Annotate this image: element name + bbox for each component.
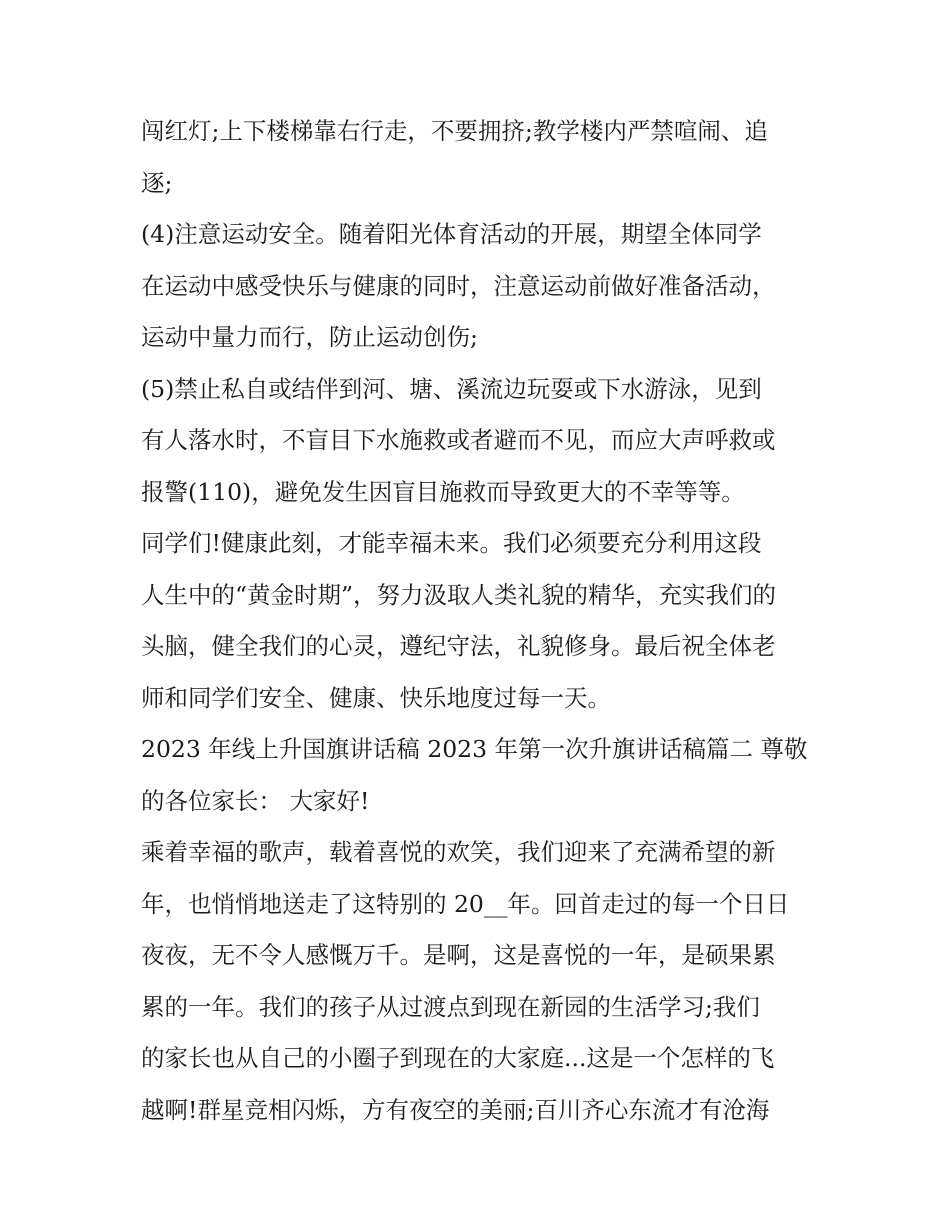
text-line: 有人落水时，不盲目下水施救或者避而不见，而应大声呼救或: [141, 426, 776, 454]
paragraph-new-year-speech: [141, 827, 811, 1136]
text-line: 运动中量力而行，防止运动创伤;: [141, 323, 478, 351]
text-line: 报警(110)，避免发生因盲目施救而导致更大的不幸等等。: [141, 477, 745, 506]
text-line: 逐;: [141, 168, 173, 197]
paragraph-sports-safety: [141, 209, 811, 364]
text-line: 师和同学们安全、健康、快乐地度过每一天。: [141, 683, 611, 712]
text-line: 头脑，健全我们的心灵，遵纪守法，礼貌修身。最后祝全体老: [141, 632, 776, 660]
text-line: 在运动中感受快乐与健康的同时，注意运动前做好准备活动，: [141, 271, 776, 300]
paragraph-water-safety: [141, 364, 811, 519]
text-line: 的各位家长： 大家好!: [141, 786, 370, 815]
text-line: 乘着幸福的歌声，载着喜悦的欢笑，我们迎来了充满希望的新: [141, 838, 776, 866]
paragraph-closing-wishes: [141, 518, 811, 724]
text-line: 越啊!群星竞相闪烁，方有夜空的美丽;百川齐心东流才有沧海: [141, 1095, 770, 1124]
paragraph-speech-two-heading: [141, 724, 811, 827]
text-line: 同学们!健康此刻，才能幸福未来。我们必须要充分利用这段: [141, 529, 762, 557]
text-line: 的家长也从自己的小圈子到现在的大家庭...这是一个怎样的飞: [141, 1044, 775, 1072]
text-line: 人生中的“黄金时期”，努力汲取人类礼貌的精华，充实我们的: [141, 580, 777, 609]
text-line: 2023 年线上升国旗讲话稿 2023 年第一次升旗讲话稿篇二 尊敬: [141, 735, 808, 763]
text-line: 年，也悄悄地送走了这特别的 20__年。回首走过的每一个日日: [141, 889, 790, 918]
text-line: 累的一年。我们的孩子从过渡点到现在新园的生活学习;我们: [141, 992, 760, 1021]
text-line: 夜夜，无不令人感慨万千。是啊，这是喜悦的一年，是硕果累: [141, 941, 776, 969]
text-line: 闯红灯;上下楼梯靠右行走，不要拥挤;教学楼内严禁喧闹、追: [141, 117, 768, 145]
text-line: (4)注意运动安全。随着阳光体育活动的开展，期望全体同学: [141, 220, 762, 248]
paragraph-safety-rules-continued: [141, 106, 811, 209]
text-line: (5)禁止私自或结伴到河、塘、溪流边玩耍或下水游泳，见到: [141, 374, 762, 403]
document-body: [141, 106, 811, 1136]
